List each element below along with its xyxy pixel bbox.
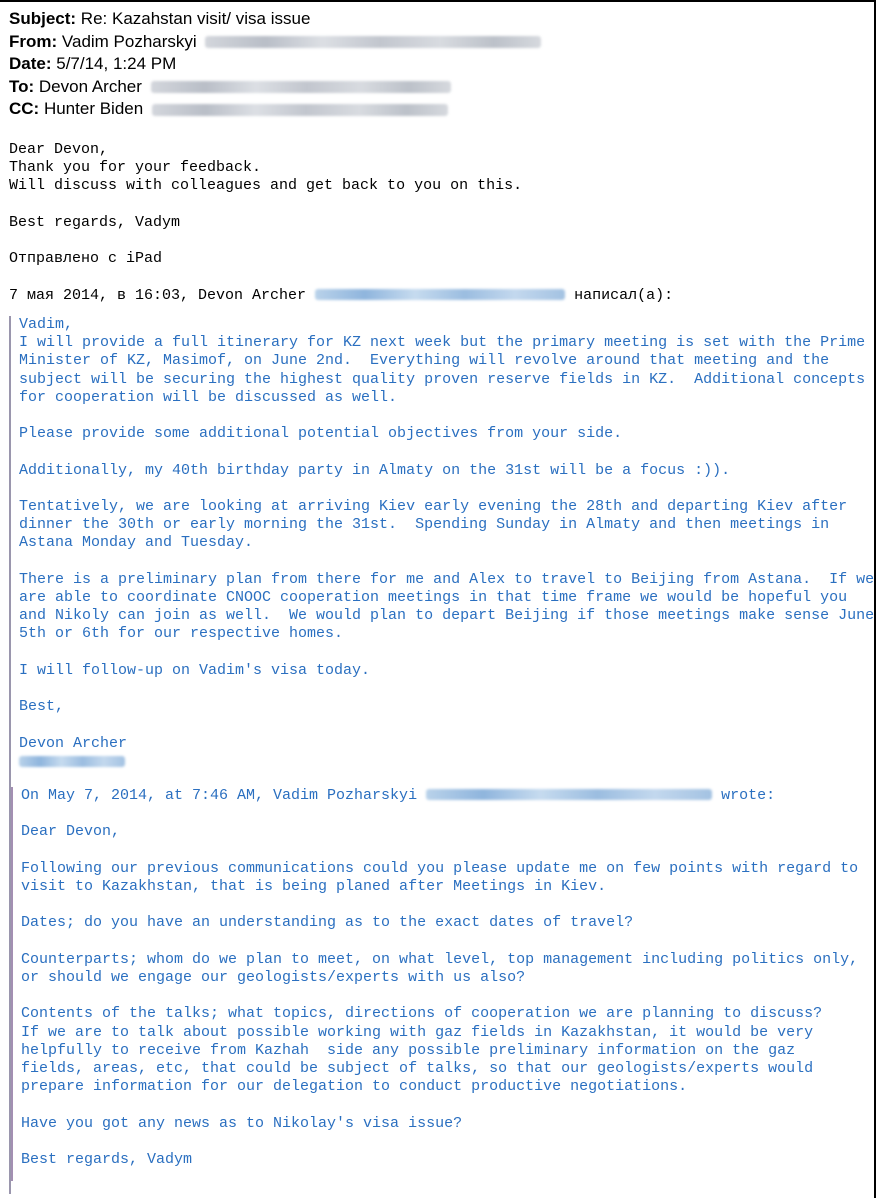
reply-greeting: Dear Devon, bbox=[9, 141, 109, 158]
quote2-greeting: Dear Devon, bbox=[21, 823, 121, 841]
quote1-paragraph: I will provide a full itinerary for KZ next week but the primary meeting is set with the Prime Minister of KZ, Masimof, on June 2nd. Everything will revolve around that meeting and the subject will be securing the highest quality proven reserve fields in KZ. Additional concepts for cooperation will be discussed as well. bbox=[19, 334, 866, 406]
quote2-attribution bbox=[13, 787, 861, 805]
redacted-phone bbox=[19, 756, 125, 767]
date-value: 5/7/14, 1:24 PM bbox=[56, 54, 177, 73]
from-line bbox=[9, 31, 541, 54]
quote1-paragraph: I will follow-up on Vadim's visa today. bbox=[19, 661, 371, 679]
subject-line bbox=[9, 8, 541, 31]
date-label: Date: bbox=[9, 54, 52, 73]
quote1-paragraph: Additionally, my 40th birthday party in Almaty on the 31st will be a focus :)). bbox=[19, 461, 731, 479]
quote2-signoff: Best regards, Vadym bbox=[21, 1150, 193, 1168]
quoted-message-2 bbox=[11, 787, 861, 1181]
attribution-prefix: 7 мая 2014, в 16:03, Devon Archer bbox=[9, 286, 307, 304]
reply-line: Thank you for your feedback. bbox=[9, 159, 262, 177]
reply-line: Will discuss with colleagues and get back to you on this. bbox=[9, 177, 523, 195]
reply-signoff: Best regards, Vadym bbox=[9, 213, 181, 231]
subject-label: Subject: bbox=[9, 9, 77, 28]
redacted-phone-row bbox=[11, 753, 871, 771]
quote2-paragraph: Contents of the talks; what topics, directions of cooperation we are planning to discuss? If we are to talk about possible working with gaz fields in Kazakhstan, it would be very helpfully to receive from Kazhah side any possible preliminary information on the gaz fields, areas, etc, that could be subject of talks, so that our geologists/experts would prepare information for our delegation to conduct productive negotiations. bbox=[21, 1005, 823, 1096]
quote1-paragraph: There is a preliminary plan from there for me and Alex to travel to Beijing from Astana. If we are able to coordinate CNOOC cooperation meetings in that time frame we would be hopeful you and Nikoly can join as well. We would plan to depart Beijing if those meetings make sense June 5th or 6th for our respective homes. bbox=[19, 570, 875, 643]
redacted-email bbox=[152, 104, 448, 116]
quote2-paragraph: Following our previous communications could you please update me on few points with regard to visit to Kazakhstan, that is being planed after Meetings in Kiev. bbox=[21, 859, 859, 895]
quoted-message-1 bbox=[9, 316, 875, 1194]
to-value: Devon Archer bbox=[38, 76, 142, 96]
attribution-suffix: написал(а): bbox=[574, 286, 674, 304]
to-label: To: bbox=[9, 76, 35, 96]
attribution-suffix: wrote: bbox=[721, 786, 776, 804]
date-line bbox=[9, 53, 541, 76]
quote1-signature: Devon Archer bbox=[19, 734, 128, 752]
quote2-paragraph: Dates; do you have an understanding as to the exact dates of travel? bbox=[21, 914, 634, 932]
redacted-email bbox=[205, 36, 541, 48]
redacted-email bbox=[151, 81, 451, 93]
to-line bbox=[9, 76, 541, 99]
quote1-paragraph: Tentatively, we are looking at arriving Kiev early evening the 28th and departing Kiev after dinner the 30th or early morning the 31st. Spending Sunday in Almaty and then meetings in Astana Monday and Tuesday. bbox=[19, 497, 848, 552]
sent-from: Отправлено с iPad bbox=[9, 250, 163, 268]
email-header bbox=[9, 8, 541, 121]
subject-value: Re: Kazahstan visit/ visa issue bbox=[80, 9, 311, 28]
attribution-prefix: On May 7, 2014, at 7:46 AM, Vadim Pozharskyi bbox=[21, 786, 418, 804]
quote1-greeting: Vadim, bbox=[19, 316, 74, 333]
cc-value: Hunter Biden bbox=[43, 99, 144, 118]
reply-attribution bbox=[9, 287, 673, 305]
reply-body bbox=[9, 141, 673, 305]
cc-line bbox=[9, 98, 541, 121]
quote2-paragraph: Counterparts; whom do we plan to meet, on what level, top management including politics only, or should we engage our geologists/experts with us also? bbox=[21, 950, 859, 986]
from-label: From: bbox=[9, 31, 58, 51]
quote1-closing: Best, bbox=[19, 698, 65, 716]
redacted-email bbox=[315, 289, 565, 300]
redacted-email bbox=[426, 789, 712, 800]
quote2-paragraph: Have you got any news as to Nikolay's visa issue? bbox=[21, 1114, 463, 1132]
cc-label: CC: bbox=[9, 99, 40, 118]
quote1-paragraph: Please provide some additional potential objectives from your side. bbox=[19, 425, 623, 443]
from-value: Vadim Pozharskyi bbox=[61, 31, 197, 51]
